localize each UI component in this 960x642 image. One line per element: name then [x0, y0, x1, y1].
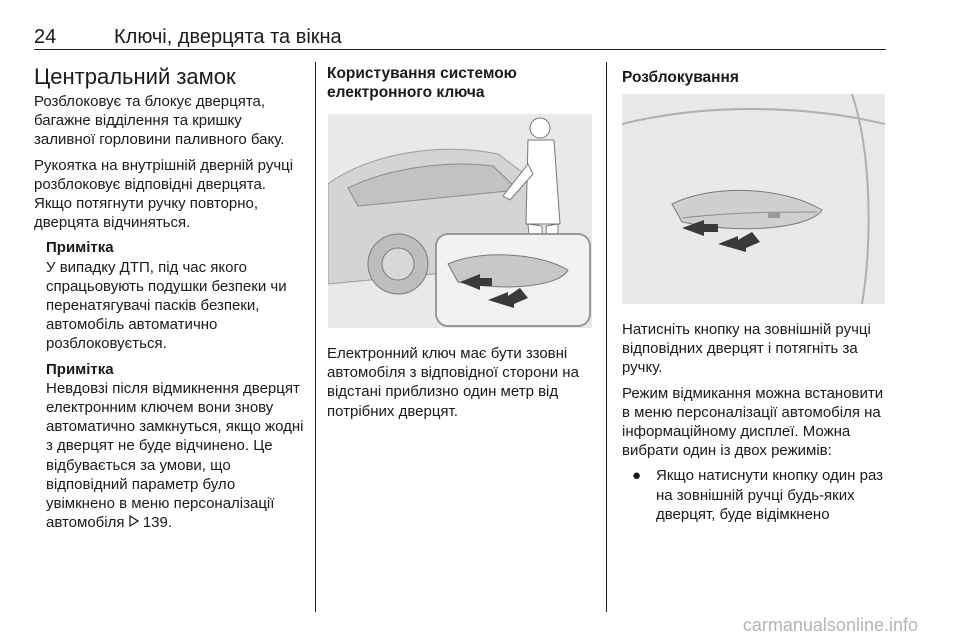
- column-1: [34, 64, 304, 538]
- section-title: Користування системою електронного ключа: [327, 65, 517, 101]
- column-3-text: [622, 320, 892, 524]
- section-title: Центральний замок: [34, 64, 236, 89]
- column-2-text: [327, 344, 597, 427]
- bullet-icon: ●: [632, 467, 642, 485]
- column-2: [327, 64, 597, 102]
- header-rule: [34, 49, 886, 50]
- door-handle-illustration: [622, 94, 885, 304]
- note-block: [34, 238, 304, 353]
- paragraph: Електронний ключ має бути ззовні автомобіля з відповідної сторони на відстані приблизно один метр від потрібних дверцят.: [327, 345, 579, 420]
- note-title: Примітка: [46, 360, 114, 378]
- list-item-text: Якщо натиснути кнопку один раз на зовнішній ручці будь-яких дверцят, буде відімкнено: [656, 467, 884, 523]
- chapter-title: Ключі, дверцята та вікна: [114, 26, 342, 48]
- page-number: 24: [34, 26, 57, 48]
- paragraph: Натисніть кнопку на зовнішній ручці відповідних дверцят і потягніть за ручку.: [622, 321, 871, 377]
- section-title: Розблокування: [622, 69, 739, 86]
- note-block: [34, 360, 304, 533]
- note-title: Примітка: [46, 239, 114, 257]
- note-text: Невдовзі після відмикнення дверцят електронним ключем вони знову автоматично замкнуться, якщо жодні з дверцят не буде відчинено. Це відбувається за умови, що відповідний параметр було увімкнено в меню персоналізації автомобіля: [46, 379, 304, 532]
- column-divider: [606, 62, 607, 612]
- paragraph: Режим відмикання можна встановити в меню персоналізації автомобіля на інформаційному дисплеї. Можна вибрати один із двох режимів:: [622, 384, 884, 460]
- page-ref-link[interactable]: 139.: [142, 514, 173, 532]
- car-door-illustration: [328, 114, 592, 328]
- column-divider: [315, 62, 316, 612]
- watermark: carmanualsonline.info: [742, 615, 918, 635]
- paragraph: Розблоковує та блокує дверцята, багажне відділення та кришку заливної горловини паливного баку.: [34, 93, 285, 149]
- page-ref-icon: [129, 513, 139, 532]
- note-text: У випадку ДТП, під час якого спрацьовують подушки безпеки чи перенатягувачі пасків безпеки, автомобіль автоматично розблоковується.: [46, 258, 287, 353]
- column-3: [622, 64, 892, 87]
- paragraph: Рукоятка на внутрішній дверній ручці розблоковує відповідні дверцята. Якщо потягнути ручку повторно, дверцята відчиняться.: [34, 156, 294, 232]
- list-item: [622, 466, 892, 524]
